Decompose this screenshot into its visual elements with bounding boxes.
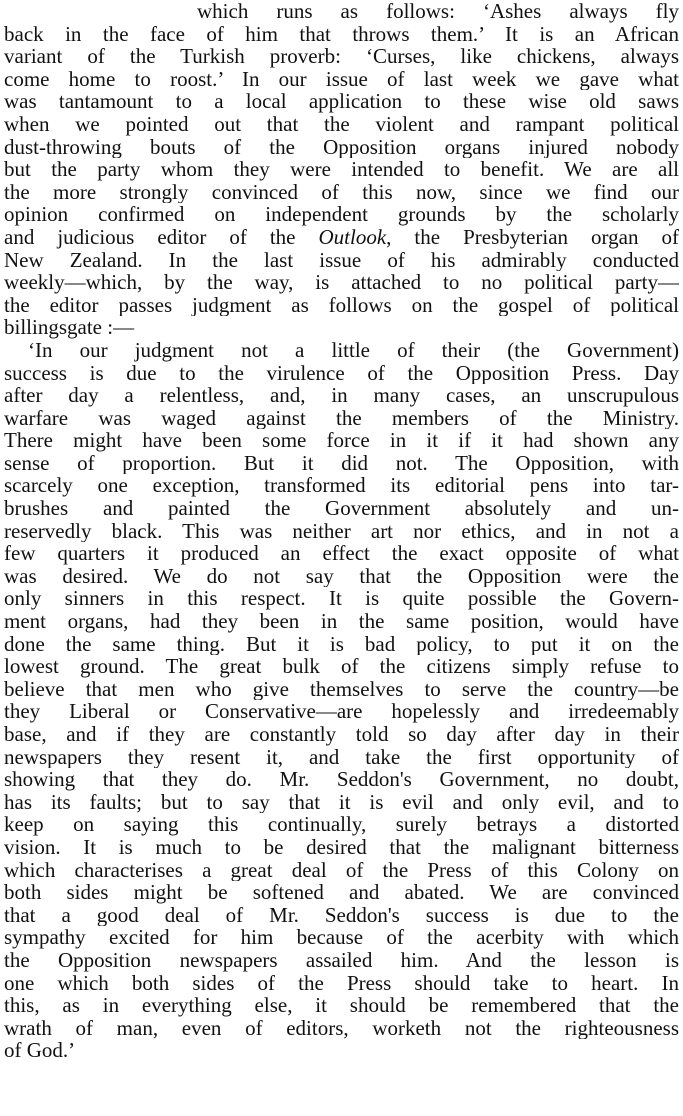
text-line: sense of proportion. But it did not. The Opposition, with [4, 451, 679, 475]
text-line: this, as in everything else, it should be remembered that the [4, 994, 679, 1017]
text-line: that a good deal of Mr. Seddon's success is due to the [4, 903, 679, 927]
text-line: wrath of man, even of editors, worketh not the righteousness [4, 1016, 679, 1040]
text-line: done the same thing. But it is bad policy, to put it on the [4, 632, 679, 656]
text-line: of God.’ [4, 1039, 76, 1062]
text-line: was tantamount to a local application to these wise old saws [4, 90, 679, 113]
text-line: variant of the Turkish proverb: ‘Curses, like chickens, always [4, 45, 679, 68]
text-line: which runs as follows: ‘Ashes always fly [197, 0, 679, 23]
text-line: base, and if they are constantly told so day after day in their [4, 723, 679, 746]
text-line: was desired. We do not say that the Opposition were the [4, 564, 679, 588]
text-line: after day a relentless, and, in many cases, an unscrupulous [4, 384, 679, 407]
text-line: lowest ground. The great bulk of the citizens simply refuse to [4, 655, 679, 678]
text-line: the more strongly convinced of this now, since we find our [4, 180, 679, 204]
text-line: back in the face of him that throws them.’ It is an African [4, 22, 679, 46]
text-line: ment organs, had they been in the same position, would have [4, 610, 679, 633]
text-line: New Zealand. In the last issue of his admirably conducted [4, 248, 679, 272]
text-line: few quarters it produced an effect the exact opposite of what [4, 542, 679, 565]
text-line: when we pointed out that the violent and rampant political [4, 112, 679, 136]
text-line: vision. It is much to be desired that the malignant bitterness [4, 835, 679, 859]
text-line: come home to roost.’ In our issue of last week we gave what [4, 67, 679, 91]
text-line: has its faults; but to say that it is evil and only evil, and to [4, 790, 679, 814]
text-line: There might have been some force in it if it had shown any [4, 429, 679, 452]
text-line: weekly—which, by the way, is attached to no political party— [4, 271, 679, 294]
text-line: which characterises a great deal of the Press of this Colony on [4, 858, 679, 882]
text-line: both sides might be softened and abated. We are convinced [4, 881, 679, 904]
text-line: brushes and painted the Government absolutely and un- [4, 497, 679, 520]
text-line-outlook [4, 226, 679, 249]
text-line: only sinners in this respect. It is quite possible the Govern- [4, 587, 679, 611]
text-line: opinion confirmed on independent grounds by the scholarly [4, 203, 679, 226]
text-line: newspapers they resent it, and take the first opportunity of [4, 745, 679, 769]
text-line: believe that men who give themselves to serve the country—be [4, 677, 679, 701]
text-line: dust-throwing bouts of the Opposition organs injured nobody [4, 135, 679, 159]
text-line: the editor passes judgment as follows on the gospel of political [4, 293, 679, 317]
text-line: but the party whom they were intended to benefit. We are all [4, 158, 679, 181]
text-line: one which both sides of the Press should take to heart. In [4, 971, 679, 995]
text-line: they Liberal or Conservative—are hopelessly and irredeemably [4, 700, 679, 723]
text-line: reservedly black. This was neither art nor ethics, and in not a [4, 519, 679, 543]
text-line: showing that they do. Mr. Seddon's Government, no doubt, [4, 768, 679, 791]
text-segment: and judicious editor of the [4, 225, 319, 249]
text-line: scarcely one exception, transformed its editorial pens into tar- [4, 474, 679, 498]
text-line: billingsgate :— [4, 316, 135, 339]
text-line: keep on saying this continually, surely betrays a distorted [4, 813, 679, 836]
text-line: warfare was waged against the members of the Ministry. [4, 406, 679, 430]
quote-start-line: ‘In our judgment not a little of their (the Government) [28, 338, 679, 362]
text-segment: , the Presbyterian organ of [386, 225, 679, 249]
text-line: the Opposition newspapers assailed him. And the lesson is [4, 948, 679, 972]
outlook-title: Outlook [318, 225, 387, 249]
text-line: success is due to the virulence of the Opposition Press. Day [4, 361, 679, 385]
text-line: sympathy excited for him because of the acerbity with which [4, 926, 679, 949]
